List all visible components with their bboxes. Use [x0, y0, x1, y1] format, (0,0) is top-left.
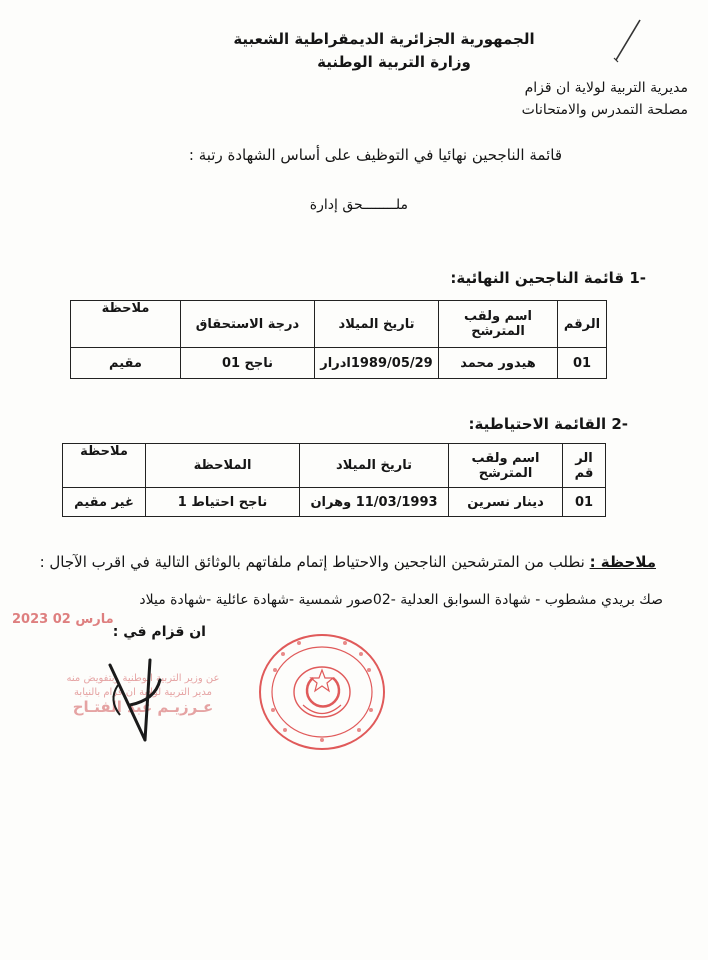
- header-cell: اسم ولقب المترشح: [439, 301, 558, 348]
- official-seal-icon: [255, 630, 390, 755]
- header-cell: تاريخ الميلاد: [300, 444, 449, 488]
- place-date-line: ان قزام في :: [112, 624, 206, 640]
- header-cell: الر قم: [563, 444, 606, 488]
- table-cell: 1989/05/29ادرار: [315, 348, 439, 379]
- table-cell: غير مقيم: [63, 488, 146, 517]
- list-title: قائمة الناجحين نهائيا في التوظيف على أساس الشهادة رتبة :: [188, 146, 562, 164]
- required-documents: صك بريدي مشطوب - شهادة السوابق العدلية -02صور شمسية -شهادة عائلية -شهادة ميلاد: [139, 592, 663, 608]
- grade-title: ملــــــــحق إدارة: [309, 197, 408, 213]
- header-cell: ملاحظة: [63, 444, 146, 488]
- table-cell: 01: [558, 348, 607, 379]
- table-row: [63, 488, 606, 517]
- signatory-name: عـرزيـم عبد الفتـاح: [72, 698, 214, 716]
- note-text: نطلب من المترشحين الناجحين والاحتياط إتمام ملفاتهم بالوثائق التالية في اقرب الآجال :: [39, 553, 585, 571]
- table-row: [71, 348, 607, 379]
- table-header-row: [63, 444, 606, 488]
- signatory-line: عن وزير التربية الوطنية وبتفويض منه: [66, 673, 220, 684]
- table-cell: 11/03/1993 وهران: [300, 488, 449, 517]
- header-cell: الملاحظة: [146, 444, 300, 488]
- directorate-line: مديرية التربية لولاية ان قزام: [524, 80, 688, 96]
- header-cell: الرقم: [558, 301, 607, 348]
- table-cell: 01: [563, 488, 606, 517]
- date-stamp: 2023 مارس 02: [12, 612, 114, 627]
- table-cell: مقيم: [71, 348, 181, 379]
- table-cell: دينار نسرين: [449, 488, 563, 517]
- service-line: مصلحة التمدرس والامتحانات: [521, 102, 688, 118]
- table-cell: هيدور محمد: [439, 348, 558, 379]
- table-cell: ناجح 01: [181, 348, 315, 379]
- table-header-row: [71, 301, 607, 348]
- note-label: ملاحظة :: [589, 553, 656, 571]
- republic-heading: الجمهورية الجزائرية الديمقراطية الشعبية: [233, 30, 535, 48]
- header-cell: ملاحظة: [71, 301, 181, 348]
- header-cell: درجة الاستحقاق: [181, 301, 315, 348]
- table-cell: ناجح احتياط 1: [146, 488, 300, 517]
- final-list-title: -1 قائمة الناجحين النهائية:: [450, 269, 646, 287]
- note-paragraph: [40, 553, 656, 571]
- handwritten-signature-icon: [100, 645, 170, 755]
- reserve-list-table: [62, 443, 606, 517]
- header-cell: تاريخ الميلاد: [315, 301, 439, 348]
- header-cell: اسم ولقب المترشح: [449, 444, 563, 488]
- signatory-line: مدير التربية لولاية ان قزام بالنيابة: [74, 687, 212, 698]
- final-list-table: [70, 300, 607, 379]
- ministry-heading: وزارة التربية الوطنية: [317, 53, 471, 71]
- reserve-list-title: -2 القائمة الاحتياطية:: [468, 415, 628, 433]
